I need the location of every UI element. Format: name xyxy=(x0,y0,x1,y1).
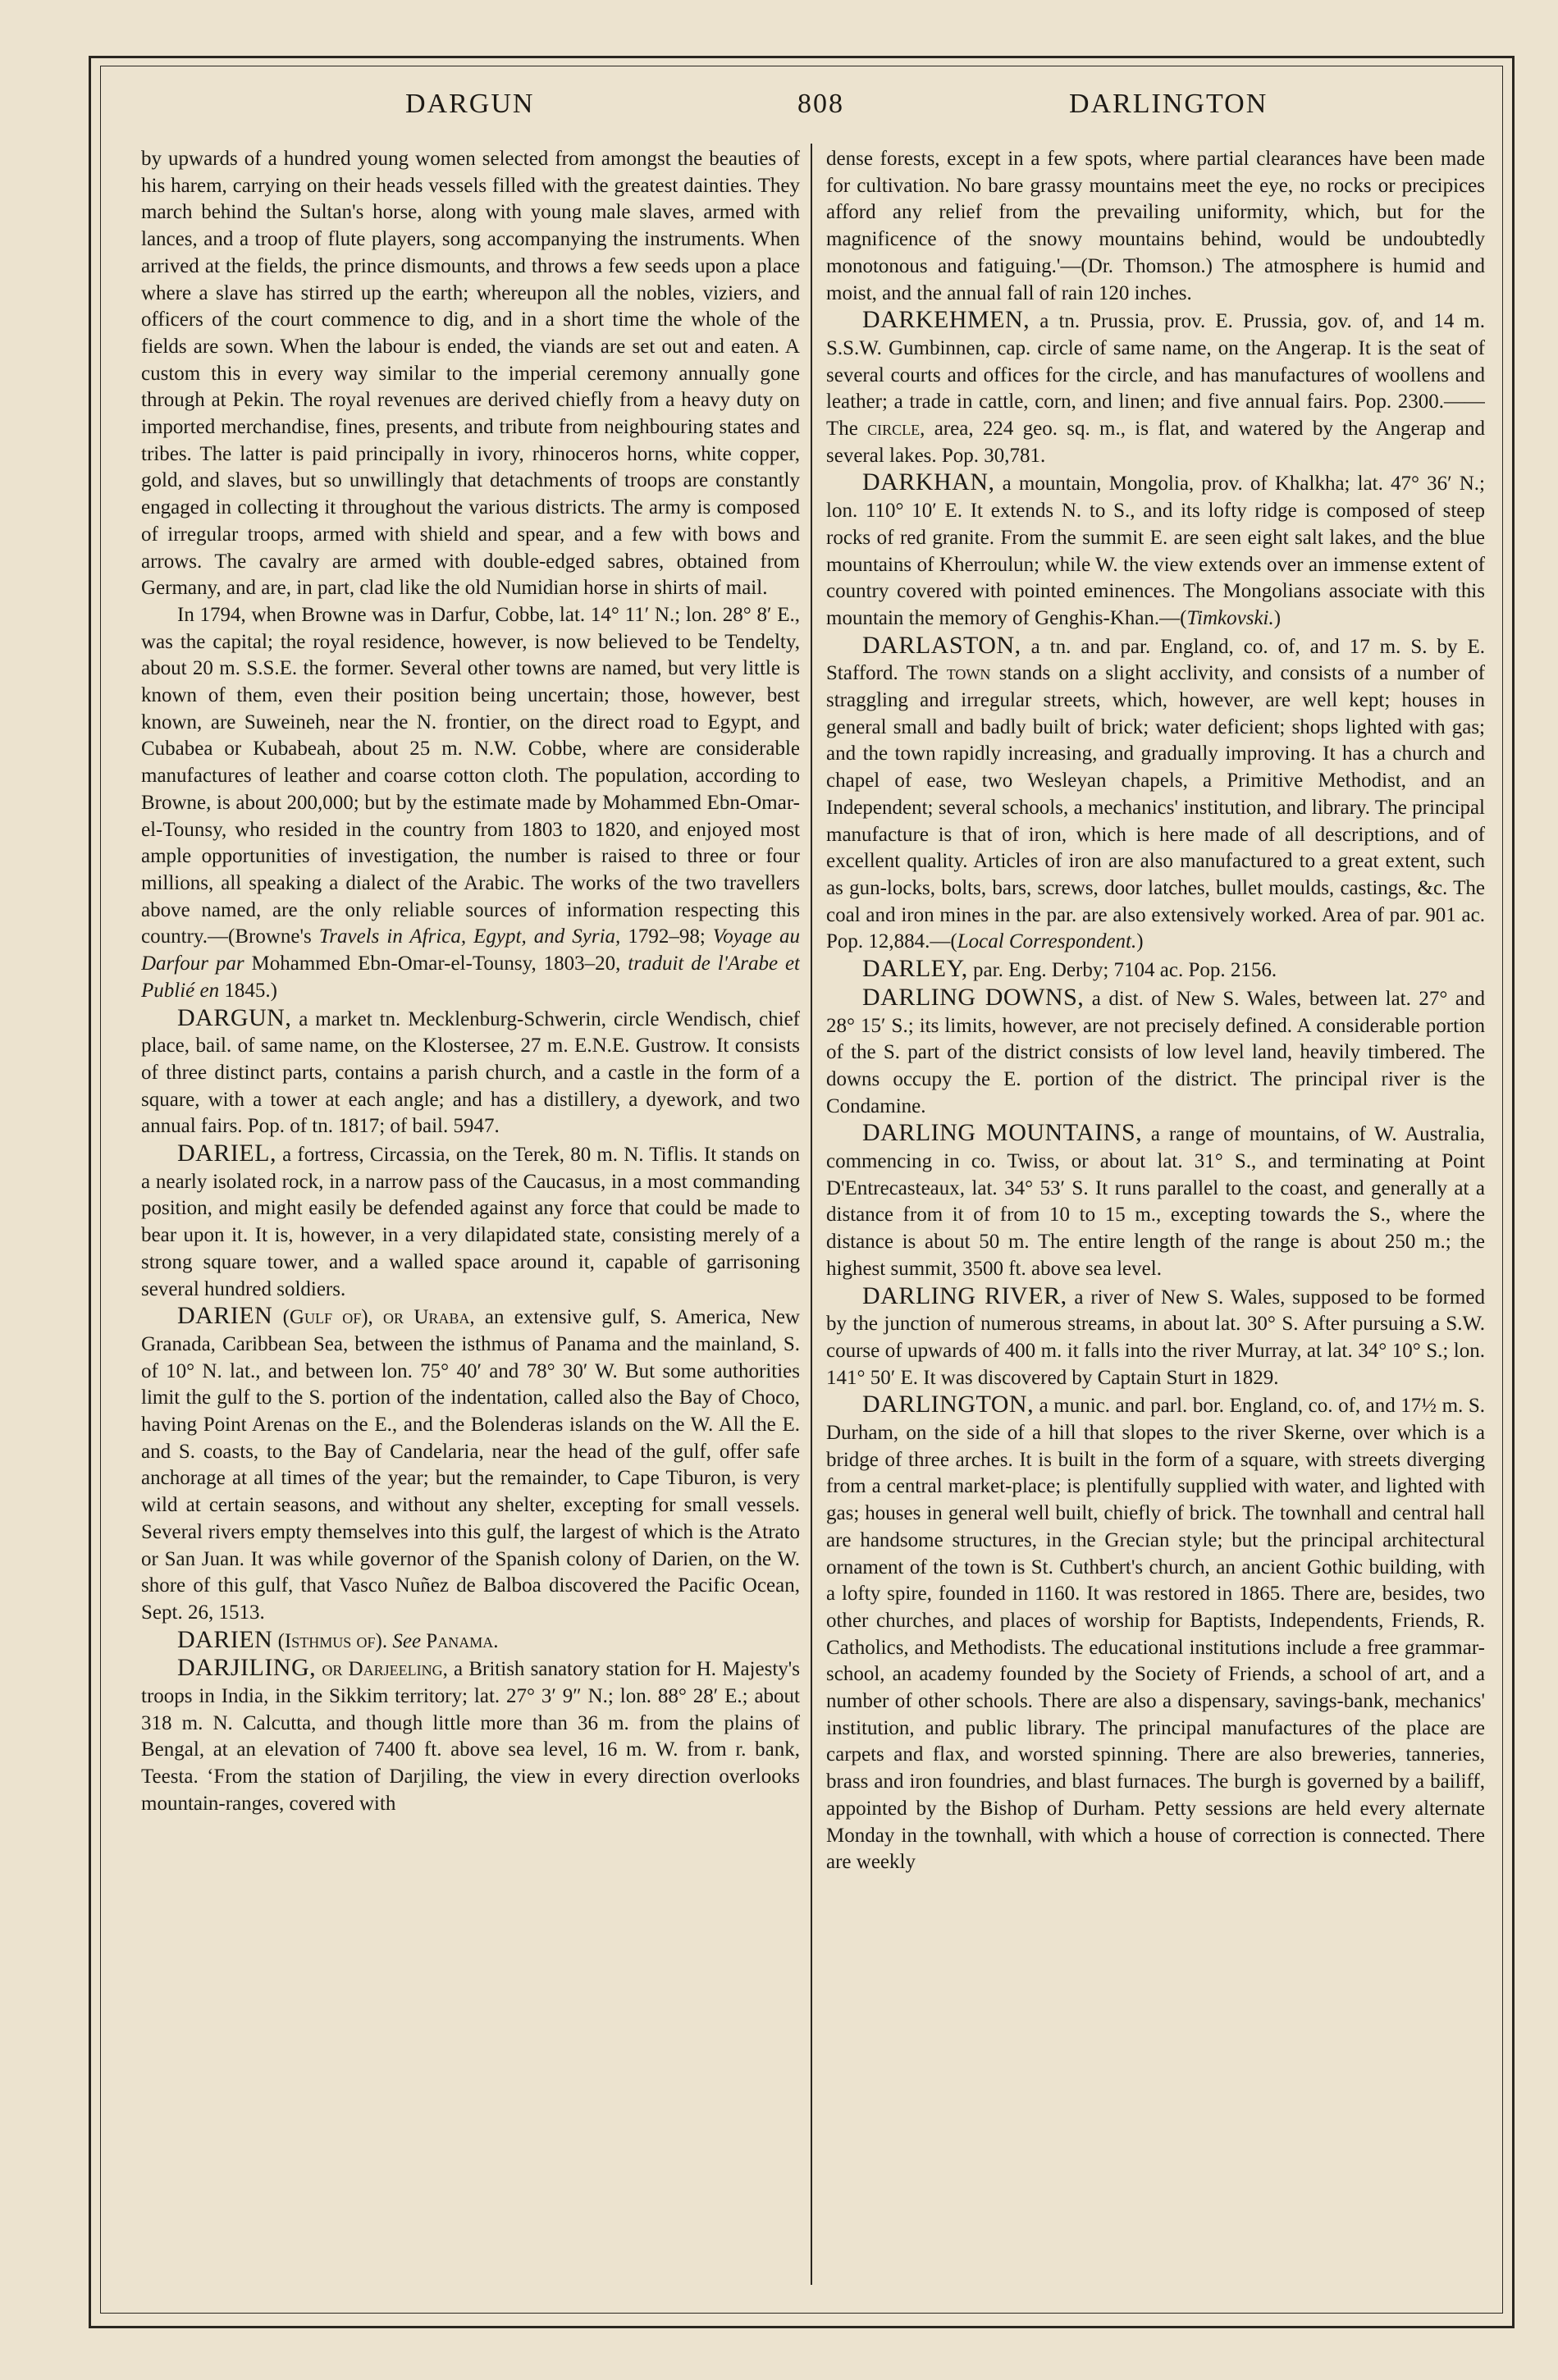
continued-paragraph xyxy=(826,146,1485,307)
italic-title: Voyage au Darfour par xyxy=(141,925,800,975)
paragraph-text: 1845.) xyxy=(219,979,277,1002)
entry-text: a market tn. Mecklenburg-Schwerin, circle Wendisch, chief place, bail. of same name, on the Klostersee, 27 m. E.N.E. Gustrow. It consists of three distinct parts, contains a parish church, and a castle in the form of a square, with a tower at each angle; and has a distillery, a dyework, and two annual fairs. Pop. of tn. 1817; of bail. 5947. xyxy=(141,1007,800,1138)
paragraph-text: dense forests, except in a few spots, where partial clearances have been made for cultivation. No bare grassy mountains meet the eye, no rocks or precipices afford any relief from the prevailing uniformity, which, but for the magnificence of the snowy mountains behind, would be undoubtedly monotonous and fatiguing.'—(Dr. Thomson.) The atmosphere is humid and moist, and the annual fall of rain 120 inches. xyxy=(826,148,1485,304)
entry-darkehmen xyxy=(826,307,1485,469)
entry-text: area, 224 geo. sq. m., is flat, and watered by the Angerap and several lakes. Pop. 30,781. xyxy=(826,418,1485,467)
entry-darien-isthmus xyxy=(141,1627,800,1656)
entry-darkhan xyxy=(826,469,1485,632)
entry-darley xyxy=(826,956,1485,984)
paragraph-text: 1792–98; xyxy=(620,925,713,948)
entry-text: a river of New S. Wales, supposed to be formed by the junction of numerous streams, in about lat. 30° S. After pursuing a S.W. course of upwards of 400 m. it falls into the river Murray, at lat. 34° 10° S.; lon. 141° 50′ E. It was discovered by Captain Sturt in 1829. xyxy=(826,1286,1485,1389)
italic-title: traduit de l'Arabe et Publié en xyxy=(141,952,800,1002)
entry-headword: DARLASTON, xyxy=(862,631,1021,659)
entry-text: a tn. and par. England, co. of, and 17 m. S. by E. Stafford. The xyxy=(826,635,1485,685)
entry-text: ) xyxy=(1136,930,1144,953)
entry-darjiling xyxy=(141,1655,800,1817)
entry-darien-gulf xyxy=(141,1303,800,1626)
paragraph-text: In 1794, when Browne was in Darfur, Cobbe, lat. 14° 11′ N.; lon. 28° 8′ E., was the capital; the royal residence, however, is now believed to be Tendelty, about 20 m. S.S.E. the former. Several other towns are named, but very little is known of them, even their position being uncertain; those, however, best known, are Suweineh, near the N. frontier, on the direct road to Egypt, and Cubabea or Kubabeah, about 25 m. N.W. Cobbe, where are considerable manufactures of leather and coarse cotton cloth. The population, according to Browne, is about 200,000; but by the estimate made by Mohammed Ebn-Omar-el-Tounsy, who resided in the country from 1803 to 1820, and enjoyed most ample opportunities of investigation, the number is raised to three or four millions, all speaking a dialect of the Arabic. The works of the two travellers above named, are the only reliable sources of information respecting this country.—(Browne's xyxy=(141,603,800,948)
right-column xyxy=(826,146,1485,2287)
entry-text: a British sanatory station for H. Majesty's troops in India, in the Sikkim territory; lat. 27° 3′ 9″ N.; lon. 88° 28′ E.; about 318 m. N. Calcutta, and though little more than 36 m. from the plains of Bengal, at an elevation of 7400 ft. above sea level, 16 m. W. from r. bank, Teesta. ‘From the station of Darjiling, the view in every direction overlooks mountain-ranges, covered with xyxy=(141,1658,800,1815)
entry-text: a fortress, Circassia, on the Terek, 80 m. N. Tiflis. It stands on a nearly isolated rock, in a narrow pass of the Caucasus, in a most commanding position, and might easily be defended against any force that could be made to bear upon it. It is, however, in a very dilapidated state, consisting merely of a strong square tower, and a walled space around it, capable of garrisoning several hundred soldiers. xyxy=(141,1144,800,1300)
entry-headword: DARLING MOUNTAINS, xyxy=(862,1119,1143,1147)
column-divider xyxy=(811,144,812,2285)
entry-headword: DARLING DOWNS, xyxy=(862,983,1085,1011)
entry-darlaston xyxy=(826,633,1485,956)
entry-darling-mountains xyxy=(826,1120,1485,1282)
continued-paragraph xyxy=(141,146,800,602)
entry-text: par. Eng. Derby; 7104 ac. Pop. 2156. xyxy=(967,959,1277,982)
entry-smallcaps: (Isthmus of). xyxy=(272,1629,388,1652)
entry-headword: DARKEHMEN, xyxy=(862,306,1030,334)
cross-reference: See xyxy=(387,1629,422,1652)
entry-darling-downs xyxy=(826,984,1485,1121)
italic-citation: Timkovski. xyxy=(1186,606,1274,629)
entry-smallcaps: circle, xyxy=(867,418,925,441)
running-header xyxy=(123,89,1485,130)
entry-text: a mountain, Mongolia, prov. of Khalkha; lat. 47° 36′ N.; lon. 110° 10′ E. It extends N. to S., and its lofty ridge is composed of steep rocks of red granite. From the summit E. are seen eight salt lakes, and the blue mountains of Kherroulun; while W. the view extends over an immense extent of country covered with pointed eminences. The Mongolians associate with this mountain the memory of Genghis-Khan.—( xyxy=(826,473,1485,629)
entry-text: a tn. Prussia, prov. E. Prussia, gov. of, and 14 m. S.S.W. Gumbinnen, cap. circle of same name, on the Angerap. It is the seat of several courts and offices for the circle, and has manufactures of woollens and leather; a trade in cattle, corn, and linen; and five annual fairs. Pop. 2300.——The xyxy=(826,310,1485,441)
entry-smallcaps: or Darjeeling, xyxy=(316,1658,448,1681)
entry-text: a munic. and parl. bor. England, co. of, and 17½ m. S. Durham, on the side of a hill that slopes to the river Skerne, over which is a bridge of three arches. It is built in the form of a square, with streets diverging from a central market-place; is plentifully supplied with water, and lighted with gas; houses in general well built, chiefly of brick. The townhall and central hall are handsome structures, in the Grecian style; but the principal architectural ornament of the town is St. Cuthbert's church, an ancient Gothic building, with a lofty spire, founded in 1160. It was restored in 1865. There are, besides, two other churches, and places of worship for Baptists, Independents, Friends, R. Catholics, and Methodists. The educational institutions include a free grammar-school, an academy founded by the Society of Friends, a school of art, and a number of other schools. There are also a dispensary, savings-bank, mechanics' institution, and public library. The principal manufactures of the place are carpets and flax, and worsted spinning. There are also breweries, tanneries, brass and iron foundries, and blast furnaces. The burgh is governed by a bailiff, appointed by the Bishop of Durham. Petty sessions are held every alternate Monday in the townhall, with which a house of correction is connected. There are weekly xyxy=(826,1395,1485,1874)
cross-reference-target: Panama. xyxy=(421,1629,499,1652)
entry-headword: DARJILING, xyxy=(177,1654,317,1682)
entry-headword: DARIEN xyxy=(177,1302,273,1330)
left-column xyxy=(141,146,800,2287)
entry-headword: DARLEY, xyxy=(862,955,968,983)
entry-headword: DARGUN, xyxy=(177,1003,292,1031)
entry-headword: DARIEN xyxy=(177,1625,273,1653)
header-right-word: DARLINGTON xyxy=(1069,89,1268,119)
entry-text: a range of mountains, of W. Australia, commencing in co. Twiss, or about lat. 31° S., and terminating at Point D'Entrecasteaux, lat. 34° 53′ S. It runs parallel to the coast, and generally at a distance from it of from 10 to 15 m., excepting towards the S., where the distance is about 50 m. The entire length of the range is about 250 m.; the highest summit, 3500 ft. above sea level. xyxy=(826,1123,1485,1280)
entry-headword: DARLINGTON, xyxy=(862,1391,1035,1418)
paragraph-text: Mohammed Ebn-Omar-el-Tounsy, 1803–20, xyxy=(244,952,628,975)
entry-dariel xyxy=(141,1140,800,1303)
header-left-word: DARGUN xyxy=(405,89,535,119)
entry-headword: DARKHAN, xyxy=(862,468,995,496)
paragraph xyxy=(141,602,800,1005)
page-number: 808 xyxy=(797,89,844,119)
entry-text: ) xyxy=(1273,606,1282,629)
entry-text: stands on a slight acclivity, and consists of a number of straggling and irregular streets, which, however, are well kept; houses in general small and badly built of brick; water deficient; shops lighted with gas; and the town rapidly increasing, and gradually improving. It has a church and chapel of ease, two Wesleyan chapels, a Primitive Methodist, and an Independent; several schools, a mechanics' institution, and library. The principal manufacture is that of iron, which is here made of all descriptions, and of excellent quality. Articles of iron are also manufactured to a great extent, such as gun-locks, bolts, bars, screws, door latches, bullet moulds, castings, &c. The coal and iron mines in the par. are also extensively worked. Area of par. 901 ac. Pop. 12,884.—( xyxy=(826,662,1485,953)
entry-smallcaps: town xyxy=(946,662,991,685)
italic-citation: Local Correspondent. xyxy=(957,930,1137,953)
italic-title: Travels in Africa, Egypt, and Syria, xyxy=(318,925,621,948)
entry-darlington xyxy=(826,1391,1485,1876)
entry-headword: DARIEL, xyxy=(177,1140,276,1167)
entry-text: a dist. of New S. Wales, between lat. 27° and 28° 15′ S.; its limits, however, are not precisely defined. A considerable portion of the S. part of the district consists of low level land, heavily timbered. The downs occupy the E. portion of the district. The principal river is the Condamine. xyxy=(826,987,1485,1117)
entry-darling-river xyxy=(826,1283,1485,1392)
entry-dargun xyxy=(141,1005,800,1141)
paragraph-text: by upwards of a hundred young women selected from amongst the beauties of his harem, carrying on their heads vessels filled with the greatest dainties. They march behind the Sultan's horse, along with young male slaves, armed with lances, and a troop of flute players, song accompanying the instruments. When arrived at the fields, the prince dismounts, and throws a few seeds upon a place where a slave has stirred up the earth; whereupon all the nobles, viziers, and officers of the court commence to dig, and in a short time the whole of the fields are sown. When the labour is ended, the viands are set out and eaten. A custom this in every way similar to the imperial ceremony annually gone through at Pekin. The royal revenues are derived chiefly from a heavy duty on imported merchandise, fines, presents, and tribute from neighbouring states and tribes. The latter is paid principally in ivory, rhinoceros horns, white copper, gold, and slaves, but so unwillingly that detachments of troops are constantly engaged in collecting it throughout the various districts. The army is composed of irregular troops, armed with shield and spear, and a few with bows and arrows. The cavalry are armed with double-edged sabres, obtained from Germany, and are, in part, clad like the old Numidian horse in shirts of mail. xyxy=(141,148,800,600)
entry-smallcaps: (Gulf of), or Uraba, xyxy=(272,1306,475,1329)
entry-text: an extensive gulf, S. America, New Granada, Caribbean Sea, between the isthmus of Panama and the mainland, S. of 10° N. lat., and between lon. 75° 40′ and 78° 30′ W. But some authorities limit the gulf to the S. portion of the indentation, called also the Bay of Choco, having Point Arenas on the E., and the Bolenderas islands on the W. All the E. and S. coasts, to the Bay of Candelaria, near the head of the gulf, offer safe anchorage at all times of the year; but the remainder, to Cape Tiburon, is very wild at certain seasons, and without any shelter, excepting for small vessels. Several rivers empty themselves into this gulf, the largest of which is the Atrato or San Juan. It was while governor of the Spanish colony of Darien, on the W. shore of this gulf, that Vasco Nuñez de Balboa discovered the Pacific Ocean, Sept. 26, 1513. xyxy=(141,1306,800,1624)
entry-headword: DARLING RIVER, xyxy=(862,1281,1067,1309)
